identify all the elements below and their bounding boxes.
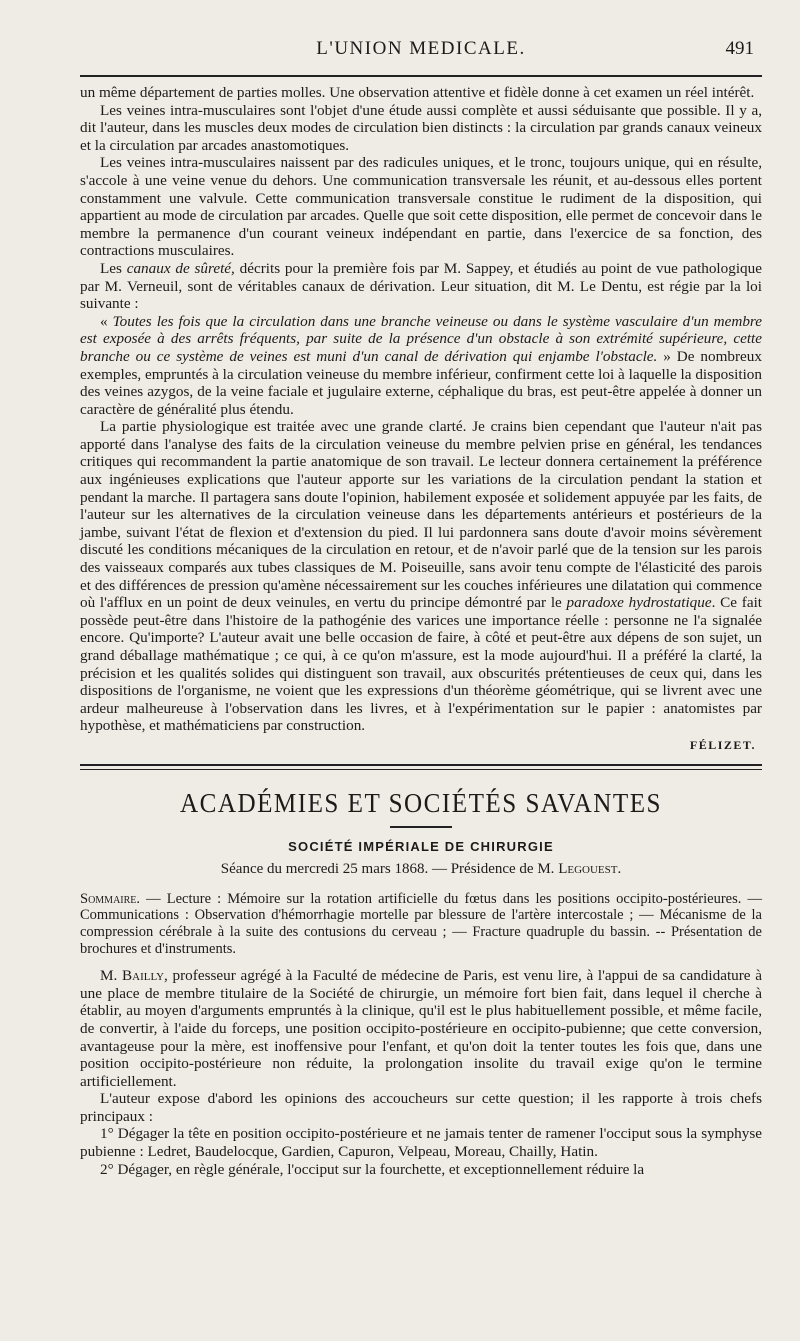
text-run: La partie physiologique est traitée avec une grande clarté. Je crains bien cependant que l'auteur n'ait pas apporté dans l'analyse des faits de la circulation veineuse du membre pelvien prise en général, les tendances critiques qui recommandent la partie anatomique de son travail. Le lecteur donnera certainement la préférence aux ingénieuses explications que l'auteur apporte sur les variations de la circulation pendant la station et pendant la marche. Il partagera sans doute l'opinion, habilement exposée et solidement appuyée par les faits, de l'auteur sur les alternatives de la circulation veineuse dans les départements antérieurs et postérieurs de la jambe, suivant l'état de flexion et d'extension du pied. Il lui pardonnera sans doute d'avoir moins sévèrement discuté les conditions mécaniques de la circulation en retour, et de n'avoir parlé que de la tension sur les parois des vaisseaux comparés aux tubes classiques de M. Poiseuille, sans avoir tenu compte de l'élasticité des parois et des différences de pression qu'amène nécessairement sur les couches inférieures une dilatation qui commence où l'afflux en un point de deux veinules, en vertu du principe démontré par le — [80, 418, 762, 612]
section-divider — [80, 764, 762, 770]
title-rule — [390, 826, 452, 828]
text-run: » De nombreux exemples, empruntés à la circulation veineuse du membre inférieur, confirment cette loi à laquelle la disposition des veines azygos, de la veine faciale et jugulaire externe, céphalique du bras, est peut-être appelée à donner un caractère de généralité plus étendu. — [80, 347, 762, 418]
article-paragraph: Les veines intra-musculaires naissent par des radicules uniques, et le tronc, toujours unique, qui en résulte, s'accole à une veine venue du dehors. Une communication transversale les réunit, et au-dessous elles portent constamment une valvule. Cette communication transversale constitue le rudiment de la disposition, qui appartient au mode de circulation par arcades. Quelle que soit cette disposition, elle permet de concevoir dans le membre la permanence d'un courant veineux indépendant en partie, dans l'exercice de sa fonction, des contractions musculaires. — [80, 154, 762, 260]
emphasis: canaux de sûreté — [126, 259, 232, 277]
quote-mark: « — [100, 312, 113, 330]
summary-text: — Lecture : Mémoire sur la rotation artificielle du fœtus dans les positions occipito-postérieures. — Communications : Observation d'hémorrhagie mortelle par blessure de l'artère intercostale ; — Mécanisme de la compression cérébrale à la suite des contusions du cerveau ; — Fracture quadruple du bassin. -- Présentation de brochures et d'instruments. — [80, 890, 762, 957]
speaker-name: M. Bailly — [100, 967, 165, 985]
president-name: Legouest — [558, 861, 618, 878]
text-run: , décrits pour la première fois par M. Sappey, et étudiés au point de vue pathologique par M. Verneuil, sont de véritables canaux de dérivation. Leur situation, dit M. Le Dentu, est régie par la loi suivante : — [80, 259, 762, 313]
quote-paragraph — [80, 313, 762, 419]
article-paragraph: un même département de parties molles. Une observation attentive et fidèle donne à cet examen un réel intérêt. — [80, 84, 755, 101]
text-run: Séance du mercredi 25 mars 1868. — Présidence de M. — [220, 861, 559, 878]
article-paragraph — [80, 418, 762, 735]
society-heading: SOCIÉTÉ IMPÉRIALE DE CHIRURGIE — [288, 838, 554, 854]
law-quote: Toutes les fois que la circulation dans une branche veineuse ou dans le système vasculaire d'un membre est exposée à des arrêts fréquents, par suite de la présence d'un obstacle à son extrémité supérieure, cette branche ou ce système de veines est muni d'un canal de dérivation qui enjambe l'obstacle. — [80, 312, 763, 365]
summary — [80, 891, 762, 957]
text-run: , professeur agrégé à la Faculté de médecine de Paris, est venu lire, à l'appui de sa candidature à une place de membre titulaire de la Société de chirurgie, un mémoire fort bien fait, dans lequel il cherche à établir, au moyen d'arguments empruntés à la clinique, qu'il est le plus habituellement possible, et même facile, de convertir, à l'aide du forceps, une position occipito-postérieure en occipito-pubienne; que cette conversion, avantageuse pour la mère, est inoffensive pour l'enfant, et qu'on doit la tenter toutes les fois que, dans une position occipito-postérieure non réduite, la prolongation insolite du travail exige qu'on le termine artificiellement. — [80, 967, 762, 1090]
summary-label: Sommaire. — [80, 890, 141, 907]
report-paragraph: 1° Dégager la tête en position occipito-postérieure et ne jamais tenter de ramener l'occiput sous la symphyse pubienne : Ledret, Baudelocque, Gardien, Capuron, Velpeau, Moreau, Chailly, Hatin. — [80, 1125, 762, 1161]
report-paragraph: L'auteur expose d'abord les opinions des accoucheurs sur cette question; il les rapporte à trois chefs principaux : — [80, 1090, 762, 1125]
section-title: ACADÉMIES ET SOCIÉTÉS SAVANTES — [179, 787, 663, 818]
seance-line — [80, 861, 762, 879]
text-run: . — [617, 861, 622, 878]
running-title: L'UNION MEDICALE. — [316, 38, 526, 59]
page-number: 491 — [725, 38, 754, 59]
emphasis: paradoxe hydrostatique — [566, 594, 712, 612]
article-paragraph — [80, 260, 762, 313]
author-signature: FÉLIZET. — [689, 737, 756, 752]
article-paragraph: Les veines intra-musculaires sont l'objet d'une étude aussi complète et aussi séduisante que possible. Il y a, dit l'auteur, dans les muscles deux modes de circulation bien distincts : la circulation par grands canaux veineux et la circulation par arcades anastomotiques. — [80, 101, 762, 154]
text-run: . Ce fait possède peut-être dans l'histoire de la pathogénie des varices une importance réelle : personne ne l'a signalée encore. Qu'importe? L'auteur avait une belle occasion de faire, à côté et peut-être aux dépens de son sujet, un grand déballage mathématique ; ce qui, à ce qu'on m'assure, est la mode aujourd'hui. Il a préféré la clarté, la précision et les qualités solides qui distinguent son travail, aux obscurités prétentieuses de ceux qui, dans les dispositions de l'organisme, ne voient que les expressions d'un théorème géométrique, qui se livrent avec une ardeur malheureuse à l'observation dans les livres, et à l'expérimentation sur le papier : anatomistes par hypothèse, et mathématiciens par construction. — [80, 594, 763, 735]
header-rule — [80, 75, 762, 77]
spacer — [80, 957, 762, 967]
summary-paragraph — [80, 891, 762, 957]
page-header — [80, 38, 762, 68]
body-text — [80, 84, 762, 1178]
report-paragraph — [80, 967, 762, 1090]
text-run: Les — [100, 259, 127, 277]
report-paragraph: 2° Dégager, en règle générale, l'occiput sur la fourchette, et exceptionnellement réduire la — [100, 1160, 645, 1178]
